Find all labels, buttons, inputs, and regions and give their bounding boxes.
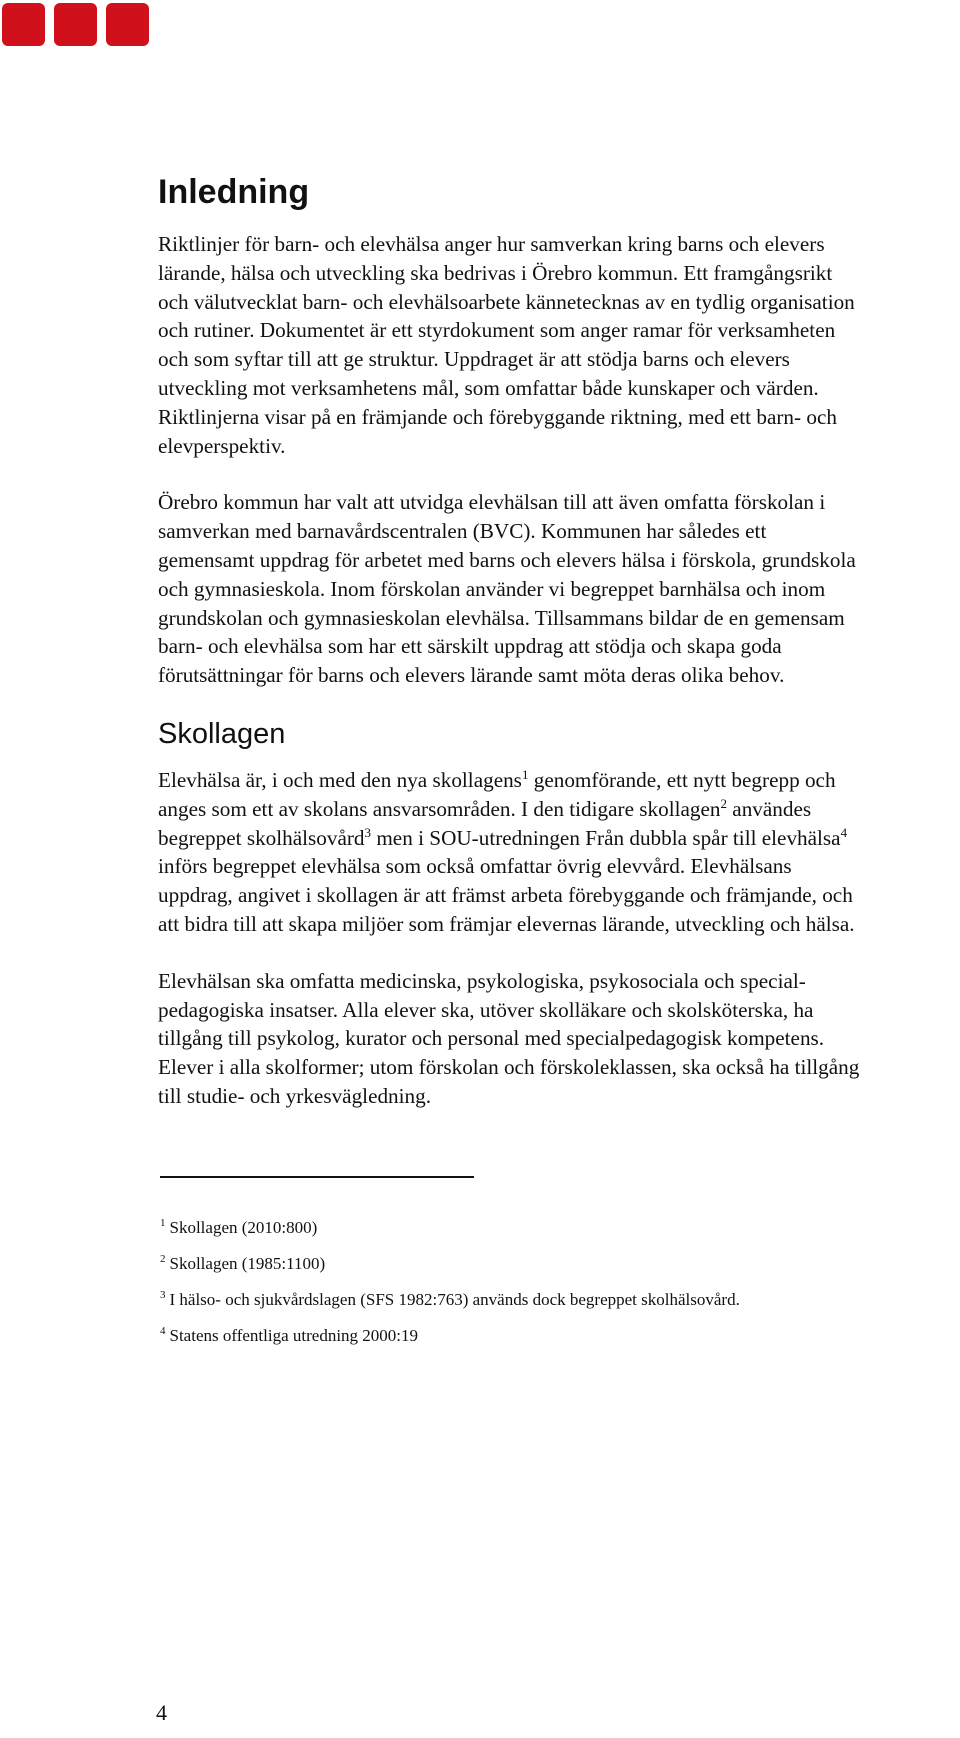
- text-line: förutsättningar för barns och elevers lärande samt möta deras olika behov.: [158, 663, 785, 688]
- text-line: elevperspektiv.: [158, 433, 286, 458]
- footnote-ref-1: 1: [521, 766, 529, 782]
- text-line: införs begreppet elevhälsa som också omfattar övrig elevvård. Elevhälsans: [158, 854, 792, 879]
- footnote-ref-2: 2: [720, 795, 727, 811]
- footnote-ref-3: 3: [364, 824, 372, 840]
- footnotes: [160, 1217, 940, 1361]
- footnote-number: 1: [160, 1217, 166, 1229]
- footnote-1: [160, 1217, 940, 1253]
- footnote-2: [160, 1253, 940, 1289]
- logo-square-3: [106, 3, 149, 46]
- text-line: tillgång till psykolog, kurator och personal med specialpedagogisk kompetens.: [158, 1026, 825, 1051]
- footnote-text: I hälso- och sjukvårdslagen (SFS 1982:763) används dock begreppet skolhälsovård.: [169, 1290, 740, 1309]
- text-line: till studie- och yrkesvägledning.: [158, 1083, 432, 1108]
- text-line: och gymnasieskola. Inom förskolan använder vi begreppet barnhälsa och inom: [158, 576, 826, 601]
- logo-square-1: [2, 3, 45, 46]
- text-line: pedagogiska insatser. Alla elever ska, utöver skolläkare och skolsköterska, ha: [158, 997, 814, 1022]
- footnote-divider: [160, 1176, 474, 1178]
- paragraph-skollagen-1: [158, 766, 958, 939]
- heading-skollagen: Skollagen: [158, 717, 286, 750]
- text-line: grundskolan och gymnasieskolan elevhälsa. Tillsammans bildar de en gemensam: [158, 605, 845, 630]
- text-segment: genomförande, ett nytt begrepp och: [528, 767, 836, 792]
- logo: [2, 3, 149, 46]
- text-line: barn- och elevhälsa som har ett särskilt uppdrag att stödja och skapa goda: [158, 634, 782, 659]
- text-segment: Elevhälsa är, i och med den nya skollagens: [158, 767, 522, 792]
- text-line: [158, 824, 958, 853]
- text-line: att bidra till att skapa miljöer som främjar elevernas lärande, utveckling och hälsa.: [158, 911, 855, 936]
- footnote-text: Skollagen (2010:800): [169, 1218, 318, 1237]
- footnote-number: 4: [160, 1325, 166, 1337]
- text-line: Örebro kommun har valt att utvidga elevhälsan till att även omfatta förskolan i: [158, 490, 826, 515]
- footnote-3: [160, 1289, 940, 1325]
- paragraph-inledning-1: [158, 230, 958, 460]
- footnote-text: Statens offentliga utredning 2000:19: [169, 1326, 419, 1345]
- text-line: uppdrag, angivet i skollagen är att främst arbeta förebyggande och främjande, och: [158, 883, 853, 908]
- page-number: 4: [156, 1700, 167, 1725]
- footnote-text: Skollagen (1985:1100): [169, 1254, 326, 1273]
- text-segment: anges som ett av skolans ansvarsområden. I den tidigare skollagen: [158, 796, 721, 821]
- text-line: och välutvecklat barn- och elevhälsoarbete kännetecknas av en tydlig organisation: [158, 289, 855, 314]
- text-line: Elevhälsan ska omfatta medicinska, psykologiska, psykosociala och special-: [158, 968, 806, 993]
- paragraph-skollagen-2: [158, 967, 958, 1111]
- logo-square-2: [54, 3, 97, 46]
- text-line: Riktlinjerna visar på en främjande och förebyggande riktning, med ett barn- och: [158, 404, 837, 429]
- text-line: och som syftar till att ge struktur. Uppdraget är att stödja barns och elevers: [158, 347, 790, 372]
- text-segment: men i SOU-utredningen Från dubbla spår till elevhälsa: [371, 825, 841, 850]
- text-line: och rutiner. Dokumentet är ett styrdokument som anger ramar för verksamheten: [158, 318, 836, 343]
- text-line: [158, 766, 958, 795]
- text-line: Riktlinjer för barn- och elevhälsa anger hur samverkan kring barns och elevers: [158, 232, 825, 256]
- footnote-number: 2: [160, 1253, 166, 1265]
- text-line: gemensamt uppdrag för arbetet med barns och elevers hälsa i förskola, grundskola: [158, 547, 856, 572]
- footnote-4: [160, 1325, 940, 1361]
- text-segment: begreppet skolhälsovård: [158, 825, 365, 850]
- text-line: Elever i alla skolformer; utom förskolan och förskoleklassen, ska också ha tillgång: [158, 1055, 860, 1080]
- footnote-number: 3: [160, 1289, 166, 1301]
- paragraph-inledning-2: [158, 488, 958, 690]
- text-line: lärande, hälsa och utveckling ska bedrivas i Örebro kommun. Ett framgångsrikt: [158, 260, 833, 285]
- section-skollagen: [158, 716, 958, 1111]
- text-line: [158, 795, 958, 824]
- footnote-ref-4: 4: [840, 824, 848, 840]
- document-body: [158, 172, 958, 1111]
- text-line: samverkan med barnavårdscentralen (BVC). Kommunen har således ett: [158, 519, 767, 544]
- heading-inledning: Inledning: [158, 173, 310, 211]
- text-line: utveckling mot verksamhetens mål, som omfattar både kunskaper och värden.: [158, 375, 819, 400]
- text-segment: användes: [727, 796, 812, 821]
